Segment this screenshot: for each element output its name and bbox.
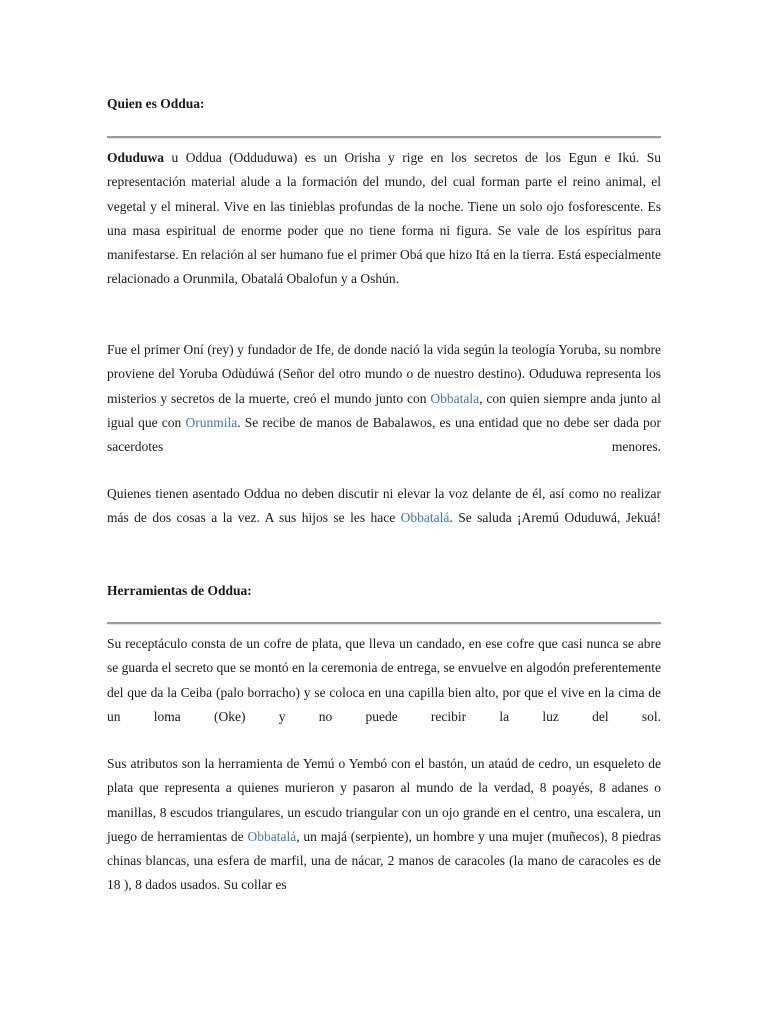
horizontal-rule — [107, 136, 661, 139]
paragraph-text: , un majá (serpiente), un hombre y una mujer (muñecos), 8 piedras chinas blancas, una esfera de marfil, una de nácar, 2 manos de caracoles (la mano de caracoles es de 18 ), 8 dados usados. Su collar es — [107, 828, 661, 893]
paragraph-text: Fue el primer Oní (rey) y fundador de Ife, de donde nació la vida según la teología Yoruba, su nombre proviene del Yoruba Odùdúwá (Señor del otro mundo o de nuestro destino). Oduduwa representa los misterios y secretos de la muerte, creó el mundo junto con — [107, 342, 661, 406]
paragraph-text: Quienes tienen asentado Oddua no deben discutir ni elevar la voz delante de él, así como no realizar más de dos cosas a la vez. A sus hijos se les hace — [107, 486, 661, 526]
paragraph-text: . Se recibe de manos de Babalawos, es una entidad que no debe ser dada por sacerdotes menores. — [107, 414, 661, 455]
paragraph-text: , con quien siempre anda junto al igual que con — [107, 390, 661, 430]
link-obbatala-3[interactable]: Obbatalá — [247, 828, 297, 844]
bold-term-oduduwa: Oduduwa — [107, 150, 165, 165]
link-obbatala[interactable]: Obbatala — [430, 390, 480, 406]
paragraph-asentado — [107, 482, 661, 531]
paragraph-atributos — [107, 752, 661, 898]
section-heading-quien-es-oddua: Quien es Oddua: — [107, 96, 205, 111]
link-obbatala-2[interactable]: Obbatalá — [400, 510, 450, 526]
section-heading-herramientas: Herramientas de Oddua: — [107, 583, 252, 598]
paragraph-text: Su receptáculo consta de un cofre de plata, que lleva un candado, en ese cofre que casi nunca se abre se guarda el secreto que se montó en la ceremonia de entrega, se envuelve en algodón preferentemente del que da la Ceiba (palo borracho) y se coloca en una capilla bien alto, por que el vive en la cima de un loma (Oke) y no puede recibir la luz del sol. — [107, 636, 661, 724]
paragraph-oduduwa-intro — [107, 146, 661, 292]
paragraph-text: u Oddua (Odduduwa) es un Orisha y rige en los secretos de los Egun e Ikú. Su representación material alude a la formación del mundo, del cual forman parte el reino animal, el vegetal y el mineral. Vive en las tinieblas profundas de la noche. Tiene un solo ojo fosforescente. Es una masa espiritual de enorme poder que no tiene forma ni figura. Se vale de los espíritus para manifestarse. En relación al ser humano fue el primer Obá que hizo Itá en la tierra. Está especialmente relacionado a Orunmila, Obatalá Obalofun y a Oshún. — [107, 150, 661, 287]
paragraph-origin — [107, 338, 661, 459]
paragraph-text: . Se saluda ¡Aremú Oduduwá, Jekuá! — [449, 510, 661, 526]
horizontal-rule — [107, 622, 661, 625]
paragraph-receptaculo — [107, 632, 661, 729]
link-orunmila[interactable]: Orunmila — [185, 414, 238, 430]
paragraph-text: Sus atributos son la herramienta de Yemú o Yembó con el bastón, un ataúd de cedro, un esqueleto de plata que representa a quienes murieron y pasaron al mundo de la verdad, 8 poayés, 8 adanes o manillas, 8 escudos triangulares, un escudo triangular con un ojo grande en el centro, una escalera, un juego de herramientas de — [107, 756, 661, 844]
